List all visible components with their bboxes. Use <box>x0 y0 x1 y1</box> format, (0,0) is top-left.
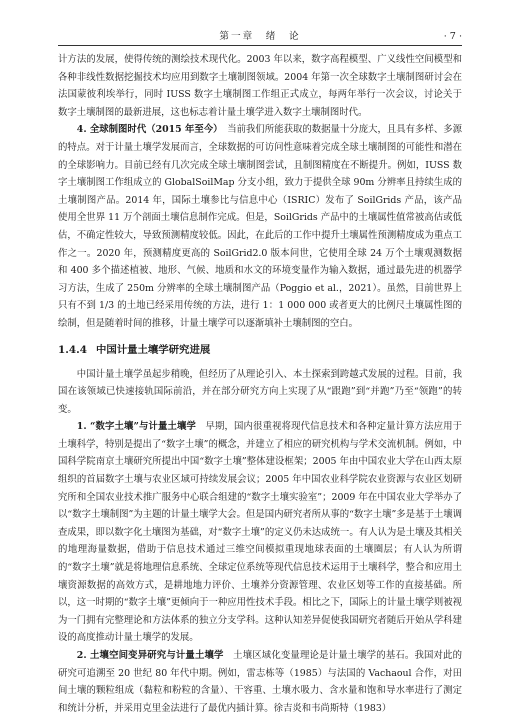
run-in-heading: 4. 全球制图时代（2015 年至今） <box>76 124 218 136</box>
paragraph-spatial-variation <box>58 647 462 717</box>
paragraph-text: 早期，国内很重视将现代信息技术和各种定量计算方法应用于土壤科学，特别是提出了“数字土壤”的概念，并建立了相应的研究机构与学术交流机制。例如，中国科学院南京土壤研究所提出中国“数字土壤”整体建设框架；2005 年由中国农业大学在山西太原组织的首届数字土壤与农业区域可持续发展会议；2005 年中国农业科学院农业资源与农业区划研究所和全国农业技术推广服务中心联合组建的“数字土壤实验室”；2009 年在中国农业大学举办了以“数字土壤制图”为主题的计量土壤学大会。但是国内研究者所从事的“数字土壤”多是基于土壤调查成果，即以数字化土壤图为基础，对“数字土壤”的定义仍未达成统一。有人认为是土壤及其相关的地理海量数据，借助于信息技术通过三维空间模拟重现地球表面的土壤圈层；有人认为所谓的“数字土壤”就是将地理信息系统、全球定位系统等现代信息技术运用于土壤科学，整合和应用土壤资源数据的高效方式，是耕地地力评价、土壤养分资源管理、农业区划等工作的直接基础。所以，这一时期的“数字土壤”更倾向于一种应用性技术手段。相比之下，国际上的计量土壤学则被视为一门拥有完整理论和方法体系的独立分支学科。这种认知差异促使我国研究者随后开始从学科建设的高度推动计量土壤学的发展。 <box>58 421 462 644</box>
paragraph-text: 土壤区域化变量理论是计量土壤学的基石。我国对此的研究可追溯至 20 世纪 80 年代中期。例如，雷志栋等（1985）与法国的 Vachaoul 合作，对田间土壤的颗粒组成（黏粒和粉粒的含量）、干容重、土壤水吸力、含水量和饱和导水率进行了测定和统计分析，并采用克里金法进行了最优内插计算。徐吉炎和韦尚斯特（1983） <box>58 650 462 714</box>
page-header <box>58 29 462 46</box>
section-title: 中国计量土壤学研究进展 <box>95 343 211 356</box>
paragraph-intro: 中国计量土壤学虽起步稍晚，但经历了从理论引入、本土探索到跨越式发展的过程。目前，我国在该领域已快速接轨国际前沿，并在部分研究方向上实现了从“跟跑”到“并跑”乃至“领跑”的转变。 <box>58 368 462 415</box>
page-number: · 7 · <box>443 31 462 42</box>
paragraph-digital-soil <box>58 418 462 647</box>
run-in-heading: 2. 土壤空间变异研究与计量土壤学 <box>76 650 224 661</box>
page-body <box>58 51 462 717</box>
paragraph-continued: 计方法的发展，使得传统的测绘技术现代化。2003 年以来，数字高程模型、广义线性空间模型和各种非线性数据挖掘技术均应用到数字土壤制图领域。2004 年第一次全球数字土壤制图研讨会在法国蒙彼利埃举行，同时 IUSS 数字土壤制图工作组正式成立，每两年举行一次会议，讨论关于数字土壤制图的最新进展，这也标志着计量土壤学进入数字土壤制图时代。 <box>58 54 462 118</box>
run-in-heading: 1. “数字土壤”与计量土壤学 <box>76 421 197 433</box>
section-number: 1.4.4 <box>58 343 87 356</box>
paragraph-text: 当前我们所能获取的数据量十分庞大，且具有多样、多源的特点。对于计量土壤学发展而言，全球数据的可访问性意味着完成全球土壤制图的可能性和潜在的全球影响力。目前已经有几次完成全球土壤制图尝试，且制图精度在不断提升。例如，IUSS 数字土壤制图工作组成立的 GlobalSoilMap 分支小组，致力于提供全球 90m 分辨率且持续生成的土壤制图产品。2014 年，国际土壤参比与信息中心（ISRIC）发布了 SoilGrids 产品，该产品使用全世界 11 万个剖面土壤信息制作完成。但是，SoilGrids 产品中的土壤属性值常被高估或低估，不确定性较大，导致预测精度较低。因此，在此后的工作中提升土壤属性预测精度成为重点工作之一。2020 年，预测精度更高的 SoilGrid2.0 版本问世，它使用全球 24 万个土壤观测数据和 400 多个描述植被、地形、气候、地质和水文的环境变量作为输入数据，通过最先进的机器学习方法，生成了 250m 分辨率的全球土壤制图产品（Poggio et al.，2021）。虽然，目前世界上只有不到 1/3 的土地已经采用传统的方法，进行 1：1 000 000 或者更大的比例尺土壤属性图的绘制，但是随着时间的推移，计量土壤学可以逐渐填补土壤制图的空白。 <box>58 124 462 329</box>
section-heading <box>58 342 462 359</box>
paragraph-global-mapping-era <box>58 121 462 332</box>
running-head-chapter-title: 第一章 绪 论 <box>219 31 301 42</box>
